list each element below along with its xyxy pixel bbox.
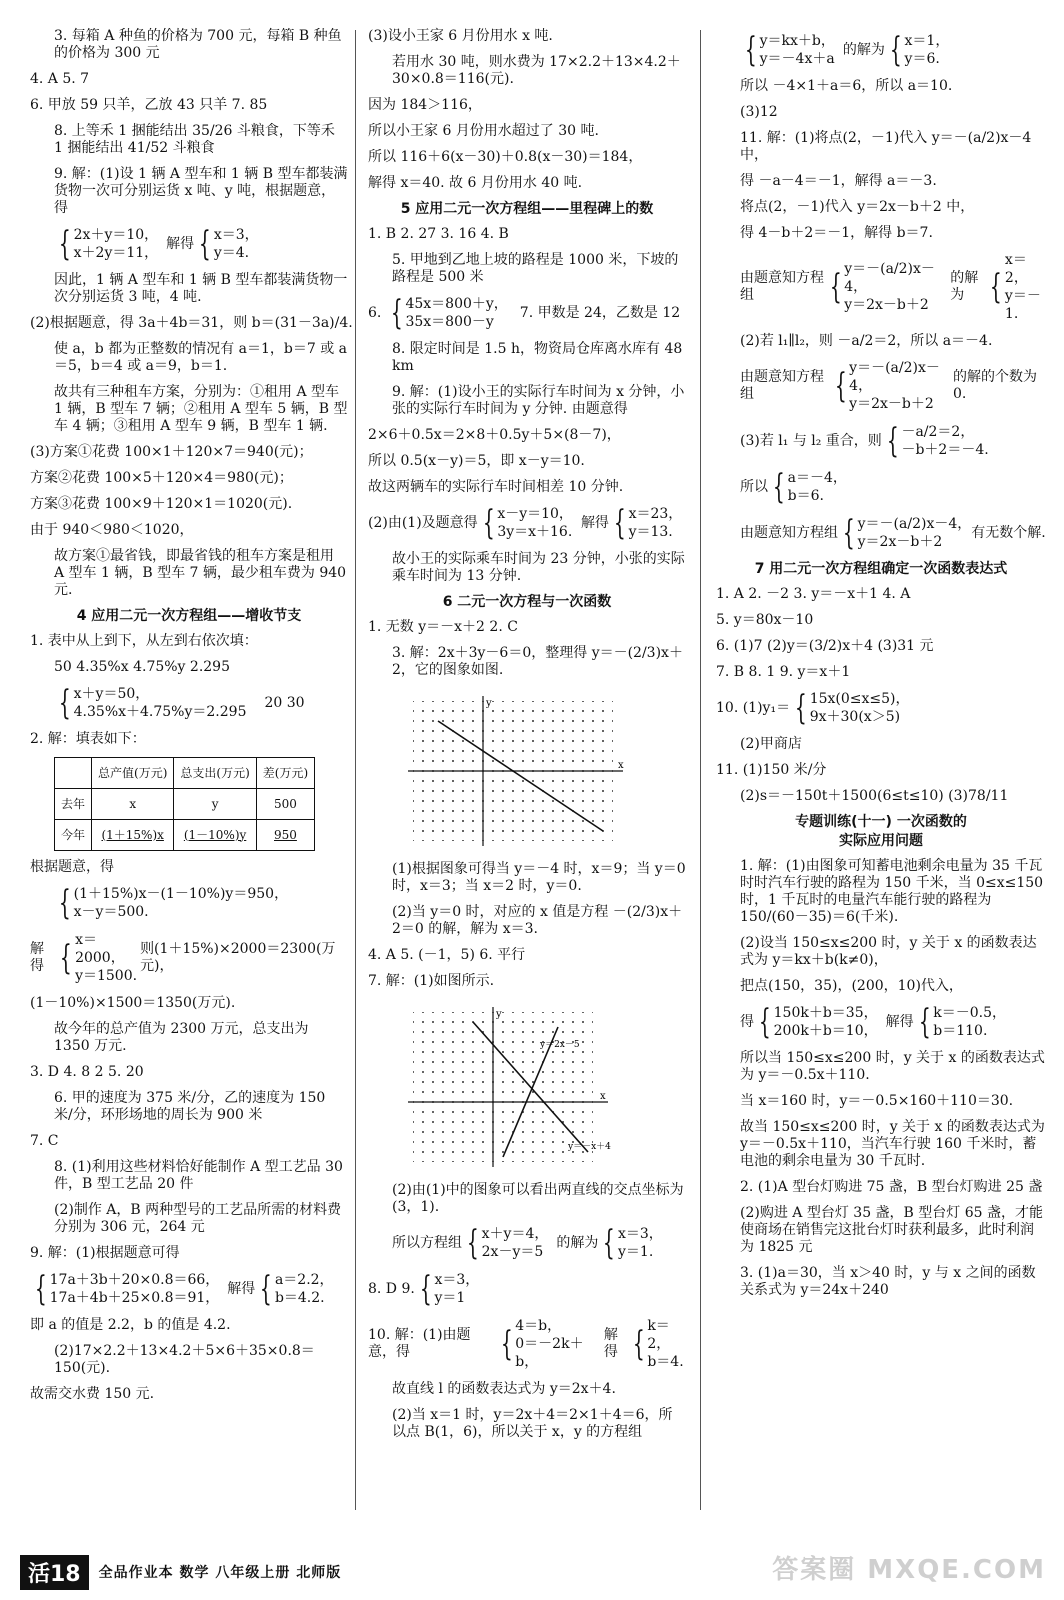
function-graph-1 (408, 696, 638, 846)
column-divider-2 (700, 30, 701, 1510)
answer-line: (2)甲商店 (740, 736, 802, 752)
answer-line: 当 x＝160 时，y＝－0.5×160＋110＝30. (740, 1093, 1014, 1109)
answer-line: 故当 150≤x≤200 时，y 关于 x 的函数表达式为 y＝－0.5x＋110，当汽车行驶 160 千米时，蓄电池的剩余电量为 30 千瓦时. (740, 1119, 1045, 1169)
answer-line: 2×6＋0.5x＝2×8＋0.5y＋5×(8－7)， (368, 427, 621, 443)
section-heading: 4 应用二元一次方程组——增收节支 (76, 608, 302, 624)
answer-line: 所以 116＋6(x－30)＋0.8(x－30)＝184， (368, 149, 643, 165)
answer-line: 6. 甲放 59 只羊，乙放 43 只羊 7. 85 (30, 97, 268, 113)
equation-system: 8. D 9. { x＝3， y＝1 (368, 1269, 480, 1309)
answer-line: 故直线 l 的函数表达式为 y＝2x＋4. (392, 1381, 616, 1397)
answer-line: 使 a，b 都为正整数的情况有 a＝1，b＝7 或 a＝5，b＝4 或 a＝9，b＝1. (54, 341, 348, 374)
answer-line: 故今年的总产值为 2300 万元，总支出为 1350 万元. (54, 1021, 309, 1054)
answer-line: 1. A 2. －2 3. y＝－x＋1 4. A (716, 586, 911, 602)
answer-line: 2. (1)A 型台灯购进 75 盏，B 型台灯购进 25 盏 (740, 1179, 1043, 1195)
answer-line: (2)若 l₁∥l₂，则 －a/2＝2，所以 a＝－4. (740, 333, 993, 349)
answer-line: 4. A 5. (－1，5) 6. 平行 (368, 947, 526, 963)
answer-line: 所以小王家 6 月份用水超过了 30 吨. (368, 123, 599, 139)
equation-system: { 2x＋y＝10， x＋2y＝11， 解得 { x＝3， y＝4. (58, 224, 259, 264)
column-2 (368, 28, 686, 1450)
answer-line: (2)当 x＝1 时，y＝2x＋4＝2×1＋4＝6，所以点 B(1，6)，所以关于 x，y 的方程组 (392, 1407, 673, 1440)
svg-text:x: x (618, 760, 624, 771)
answer-line: 7. 解：(1)如图所示. (368, 973, 495, 989)
answer-line: 所以当 150≤x≤200 时，y 关于 x 的函数表达式为 y＝－0.5x＋110. (740, 1050, 1045, 1083)
answer-line: 7. C (30, 1133, 59, 1149)
equation-system: { (1＋15%)x－(1－10%)y＝950， x－y＝500. (58, 883, 289, 923)
answer-line: 8. (1)利用这些材料恰好能制作 A 型工艺品 30 件，B 型工艺品 20 件 (54, 1159, 343, 1192)
answer-line: 故方案①最省钱，即最省钱的租车方案是租用 A 型车 1 辆，B 型车 7 辆，最少租车费为 940 元. (54, 548, 347, 598)
answer-line: 所以 0.5(x－y)＝5，即 x－y＝10. (368, 453, 585, 469)
answer-line: 3. D 4. 8 2 5. 20 (30, 1064, 144, 1080)
answer-line: 将点(2，－1)代入 y＝2x－b＋2 中， (740, 199, 975, 215)
equation-system: 由题意知方程组 { y＝－(a/2)x－4， y＝2x－b＋2 有无数个解. (740, 513, 1046, 553)
answer-line: 7. B 8. 1 9. y＝x＋1 (716, 664, 851, 680)
equation-system: 6. { 45x＝800＋y， 35x＝800－y 7. 甲数是 24，乙数是 12 (368, 293, 681, 333)
column-divider-1 (355, 30, 356, 1510)
answer-line: 解得 x＝40. 故 6 月份用水 40 吨. (368, 175, 583, 191)
answer-line: (2)制作 A，B 两种型号的工艺品所需的材料费分别为 306 元，264 元 (54, 1202, 342, 1235)
answer-table: 总产值(万元) 总支出(万元) 差(万元) 去年 x y 500 今年 (1＋15%)x (1－10%)y 950 (54, 757, 315, 851)
section-heading: 7 用二元一次方程组确定一次函数表达式 (754, 561, 1008, 577)
equation-system: (3)若 l₁ 与 l₂ 重合，则 { －a/2＝2， －b＋2＝－4. (740, 421, 989, 461)
answer-line: (2)当 y＝0 时，对应的 x 值是方程 －(2/3)x＋2＝0 的解，解为 x＝3. (392, 904, 683, 937)
answer-line: 所以 －4×1＋a＝6，所以 a＝10. (740, 78, 953, 94)
answer-line: 9. 解：(1)设 1 辆 A 型车和 1 辆 B 型车都装满货物一次可分别运货 x 吨、y 吨，根据题意，得 (54, 166, 348, 216)
section-heading: 5 应用二元一次方程组——里程碑上的数 (400, 201, 654, 217)
equation-system: 解得 { x＝2000， y＝1500. 则(1＋15%)×2000＝2300(万元)， (30, 932, 336, 984)
answer-line: 8. 上等禾 1 捆能结出 35/26 斗粮食，下等禾 1 捆能结出 41/52 斗粮食 (54, 123, 335, 156)
answer-line: 若用水 30 吨，则水费为 17×2.2＋13×4.2＋30×0.8＝116(元). (392, 54, 681, 87)
book-title: 全品作业本 数学 八年级上册 北师版 (98, 1565, 342, 1581)
answer-line: (2)由(1)中的图象可以看出两直线的交点坐标为(3，1). (392, 1182, 684, 1215)
svg-text:x: x (600, 1091, 606, 1102)
equation-system: { x＋y＝50， 4.35%x＋4.75%y＝2.295 20 30 (58, 683, 305, 723)
answer-line: 3. 解：2x＋3y－6＝0，整理得 y＝－(2/3)x＋2，它的图象如图. (392, 645, 683, 678)
page-footer (20, 1555, 341, 1589)
svg-text:y: y (486, 698, 492, 709)
section-heading: 实际应用问题 (839, 833, 923, 849)
equation-system: 10. 解：(1)由题意，得 { 4＝b， 0＝－2k＋b， 解得 { k＝2， b＝4. (368, 1318, 684, 1370)
answer-line: 9. 解：(1)设小王的实际行车时间为 x 分钟，小张的实际行车时间为 y 分钟. 由题意得 (392, 384, 685, 417)
answer-line: 2. 解：填表如下： (30, 731, 146, 747)
section-heading: 6 二元一次方程与一次函数 (442, 594, 612, 610)
answer-line: 6. (1)7 (2)y＝(3/2)x＋4 (3)31 元 (716, 638, 934, 654)
answer-line: 因为 184＞116， (368, 97, 482, 113)
function-graph-2 (408, 1007, 638, 1167)
equation-system: { 17a＋3b＋20×0.8＝66， 17a＋4b＋25×0.8＝91， 解得 { a＝2.2， b＝4.2. (34, 1269, 334, 1309)
answer-line: 由于 940＜980＜1020， (30, 522, 194, 538)
answer-line: 50 4.35%x 4.75%y 2.295 (54, 659, 230, 675)
answer-line: 3. (1)a＝30，当 x＞40 时，y 与 x 之间的函数关系式为 y＝24x＋240 (740, 1265, 1036, 1298)
answer-line: 把点(150，35)，(200，10)代入， (740, 978, 963, 994)
equation-system: 所以方程组 { x＋y＝4， 2x－y＝5 的解为 { x＝3， y＝1. (392, 1223, 663, 1263)
answer-line: 5. y＝80x－10 (716, 612, 814, 628)
equation-system: 由题意知方程组 { y＝－(a/2)x－4， y＝2x－b＋2 的解为 { x＝2， y＝－1. (740, 252, 1041, 322)
section-heading: 专题训练(十一) 一次函数的 (795, 814, 967, 830)
answer-line: (2)17×2.2＋13×4.2＋5×6＋35×0.8＝150(元). (54, 1343, 315, 1376)
answer-line: (1)根据图象可得当 y＝－4 时，x＝9；当 y＝0 时，x＝3；当 x＝2 时，y＝0. (392, 861, 686, 894)
equation-system: 所以 { a＝－4， b＝6. (740, 467, 847, 507)
equation-system: (2)由(1)及题意得 { x－y＝10， 3y＝x＋16. 解得 { x＝23， y＝13. (368, 503, 683, 543)
answer-line: 方案③花费 100×9＋120×1＝1020(元). (30, 496, 293, 512)
graph-line-label: y＝－x＋4 (568, 1142, 611, 1152)
svg-text:y: y (496, 1009, 502, 1020)
answer-line: (3)方案①花费 100×1＋120×7＝940(元)； (30, 444, 313, 460)
page-number: 活18 (20, 1555, 89, 1590)
answer-line: 故这两辆车的实际行车时间相差 10 分钟. (368, 479, 624, 495)
answer-line: (3)12 (740, 104, 778, 120)
watermark: 答案圈 MXQE.COM (772, 1555, 1046, 1585)
answer-line: 1. 无数 y＝－x＋2 2. C (368, 619, 518, 635)
answer-line: 11. (1)150 米/分 (716, 762, 827, 778)
answer-line: (1－10%)×1500＝1350(万元). (30, 995, 236, 1011)
column-1 (30, 28, 353, 1412)
answer-line: 3. 每箱 A 种鱼的价格为 700 元，每箱 B 种鱼的价格为 300 元 (54, 28, 342, 61)
answer-line: 因此，1 辆 A 型车和 1 辆 B 型车都装满货物一次分别运货 3 吨，4 吨. (54, 272, 348, 305)
answer-line: (2)购进 A 型台灯 35 盏，B 型台灯 65 盏，才能使商场在销售完这批台灯时获利最多，此时利润为 1825 元 (740, 1205, 1044, 1255)
answer-line: 故需交水费 150 元. (30, 1386, 155, 1402)
answer-line: (2)s＝－150t＋1500(6≤t≤10) (3)78/11 (740, 788, 1009, 804)
answer-line: 9. 解：(1)根据题意可得 (30, 1245, 180, 1261)
equation-system: 由题意知方程组 { y＝－(a/2)x－4， y＝2x－b＋2 的解的个数为 0. (740, 360, 1037, 412)
answer-line: 11. 解：(1)将点(2，－1)代入 y＝－(a/2)x－4 中， (740, 130, 1032, 163)
answer-line: 方案②花费 100×5＋120×4＝980(元)； (30, 470, 293, 486)
answer-line: (2)设当 150≤x≤200 时，y 关于 x 的函数表达式为 y＝kx＋b(k≠0)， (740, 935, 1037, 968)
answer-line: 得 －a－4＝－1，解得 a＝－3. (740, 173, 937, 189)
equation-system: 得 { 150k＋b＝35， 200k＋b＝10， 解得 { k＝－0.5， b＝110. (740, 1002, 1007, 1042)
answer-line: 根据题意，得 (30, 859, 114, 875)
answer-line: 4. A 5. 7 (30, 71, 90, 87)
answer-line: 即 a 的值是 2.2，b 的值是 4.2. (30, 1317, 231, 1333)
column-3 (716, 28, 1046, 1308)
answer-line: 8. 限定时间是 1.5 h，物资局仓库离水库有 48 km (392, 341, 683, 374)
answer-line: 故共有三种租车方案，分别为：①租用 A 型车 1 辆，B 型车 7 辆；②租用 A 型车 5 辆，B 型车 4 辆；③租用 A 型车 9 辆，B 型车 1 辆. (54, 384, 348, 434)
answer-line: 得 4－b＋2＝－1，解得 b＝7. (740, 225, 933, 241)
answer-line: 1. 表中从上到下，从左到右依次填： (30, 633, 258, 649)
answer-line: 6. 甲的速度为 375 米/分，乙的速度为 150 米/分，环形场地的周长为 900 米 (54, 1090, 326, 1123)
answer-line: (3)设小王家 6 月份用水 x 吨. (368, 28, 553, 44)
answer-line: 故小王的实际乘车时间为 23 分钟，小张的实际乘车时间为 13 分钟. (392, 551, 685, 584)
answer-line: 1. B 2. 27 3. 16 4. B (368, 226, 509, 242)
answer-line: 1. 解：(1)由图象可知蓄电池剩余电量为 35 千瓦时时汽车行驶的路程为 150 千米，当 0≤x≤150 时，1 千瓦时的电量汽车能行驶的路程为 150/(60－35)＝6(千米). (740, 858, 1044, 925)
graph-line-label: y＝2x－5 (540, 1040, 580, 1050)
answer-line: 5. 甲地到乙地上坡的路程是 1000 米，下坡的路程是 500 米 (392, 252, 679, 285)
equation-system: { y＝kx＋b， y＝－4x＋a 的解为 { x＝1， y＝6. (744, 30, 950, 70)
answer-line: (2)根据题意，得 3a＋4b＝31，则 b＝(31－3a)/4. (30, 315, 353, 331)
equation-system: 10. (1)y₁＝ { 15x(0≤x≤5)， 9x＋30(x＞5) (716, 688, 910, 728)
